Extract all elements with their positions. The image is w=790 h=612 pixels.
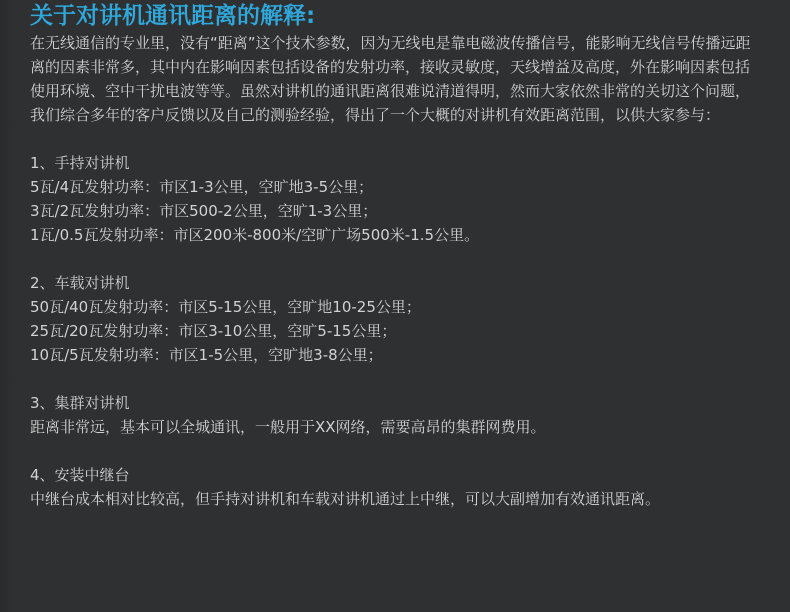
section-trunked-radio [30,391,760,439]
spec-line: 50瓦/40瓦发射功率：市区5-15公里，空旷地10-25公里； [30,298,421,316]
section-repeater [30,463,760,511]
section-vehicle-radio [30,271,760,367]
section-title: 4、安装中继台 [30,466,130,484]
spec-line: 距离非常远，基本可以全城通讯，一般用于XX网络，需要高昂的集群网费用。 [30,418,546,436]
section-title: 3、集群对讲机 [30,394,130,412]
spec-line: 中继台成本相对比较高，但手持对讲机和车载对讲机通过上中继，可以大副增加有效通讯距离。 [30,490,661,508]
section-title: 2、车载对讲机 [30,274,130,292]
spec-line: 1瓦/0.5瓦发射功率：市区200米-800米/空旷广场500米-1.5公里。 [30,226,480,244]
spec-line: 3瓦/2瓦发射功率：市区500-2公里，空旷1-3公里； [30,202,378,220]
spec-line: 25瓦/20瓦发射功率：市区3-10公里，空旷5-15公里； [30,322,397,340]
section-handheld-radio [30,151,760,247]
spec-line: 5瓦/4瓦发射功率：市区1-3公里，空旷地3-5公里； [30,178,374,196]
page-title: 关于对讲机通讯距离的解释: [30,3,316,29]
spec-line: 10瓦/5瓦发射功率：市区1-5公里，空旷地3-8公里； [30,346,383,364]
section-title: 1、手持对讲机 [30,154,130,172]
intro-paragraph: 在无线通信的专业里，没有“距离”这个技术参数，因为无线电是靠电磁波传播信号，能影响无线信号传播远距离的因素非常多，其中内在影响因素包括设备的发射功率，接收灵敏度，天线增益及高度，外在影响因素包括使用环境、空中干扰电波等等。虽然对讲机的通讯距离很难说清道得明，然而大家依然非常的关切这个问题，我们综合多年的客户反馈以及自己的测验经验，得出了一个大概的对讲机有效距离范围，以供大家参与： [30,34,751,124]
